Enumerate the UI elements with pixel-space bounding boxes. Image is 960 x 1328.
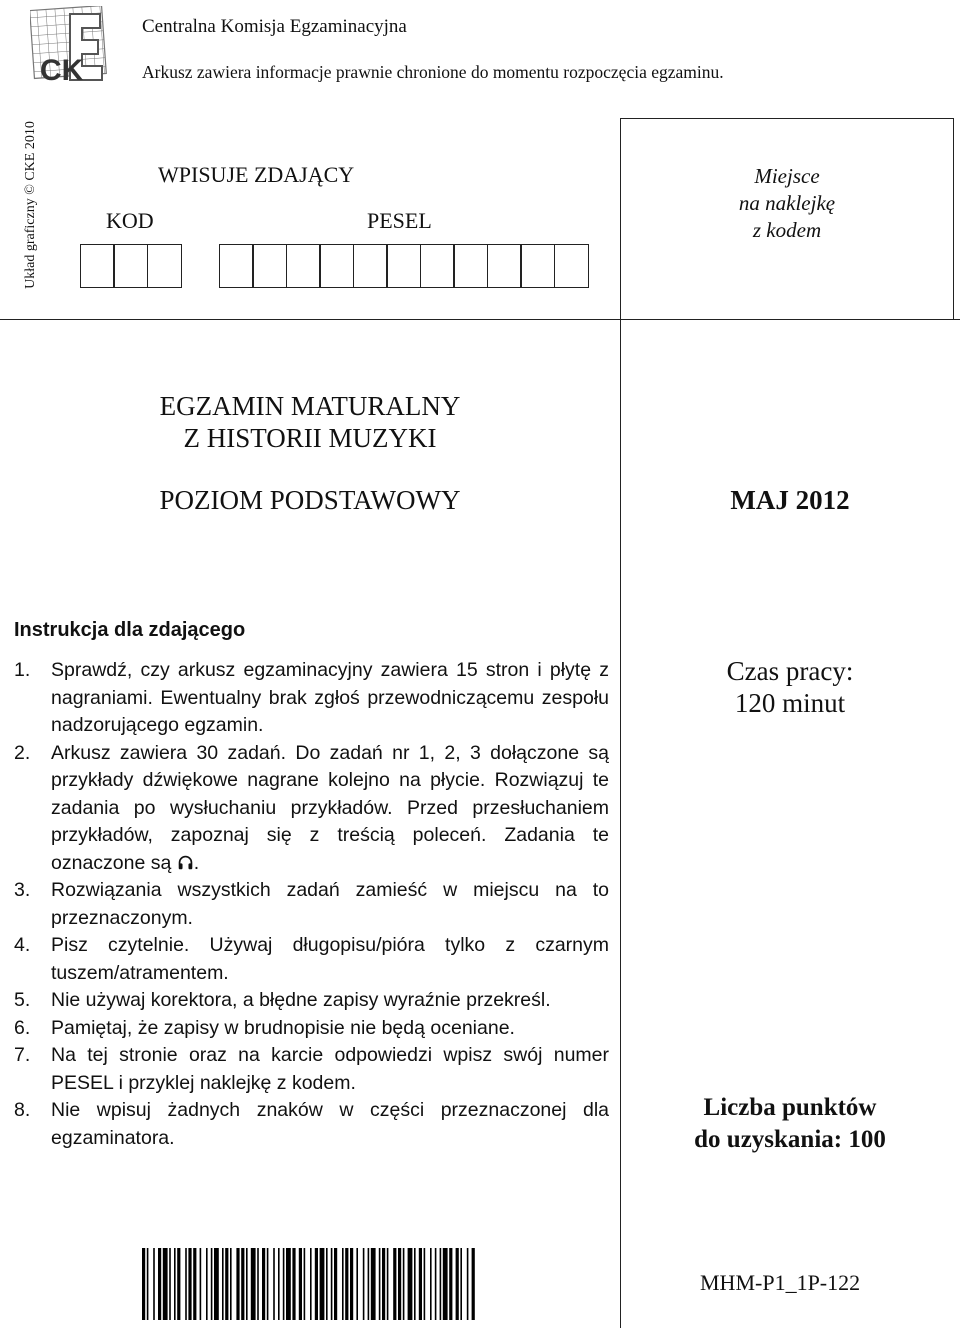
instructions-list — [14, 657, 609, 1152]
barcode-bar — [185, 1248, 187, 1320]
barcode-bar — [414, 1248, 416, 1320]
instruction-item: 7. Na tej stronie oraz na karcie odpowiedzi wpisz swój numer PESEL i przyklej naklejkę z kodem. — [14, 1044, 609, 1094]
instruction-item: 8. Nie wpisuj żadnych znaków w części przeznaczonej dla egzaminatora. — [14, 1099, 609, 1149]
barcode-bar — [273, 1248, 275, 1320]
barcode-bar — [443, 1248, 448, 1320]
barcode-bar — [153, 1248, 155, 1320]
vertical-divider — [620, 319, 621, 1328]
instruction-item: 4. Pisz czytelnie. Używaj długopisu/pióra tylko z czarnym tuszem/atramentem. — [14, 934, 609, 984]
barcode-bar — [206, 1248, 208, 1320]
instructions-title: Instrukcja dla zdającego — [14, 619, 246, 641]
sticker-line-2: na naklejkę — [738, 191, 836, 215]
pesel-digit-box[interactable] — [319, 244, 354, 288]
barcode-bar — [315, 1248, 318, 1320]
barcode-bar — [334, 1248, 337, 1320]
barcode-bar — [456, 1248, 459, 1320]
barcode-bar — [419, 1248, 422, 1320]
headphones-icon — [177, 854, 194, 871]
barcode-bar — [382, 1248, 385, 1320]
barcode-bar — [262, 1248, 265, 1320]
barcode-bar — [320, 1248, 325, 1320]
barcode-bar — [225, 1248, 228, 1320]
exam-title-line1: EGZAMIN MATURALNY — [159, 391, 461, 421]
pesel-digit-box[interactable] — [420, 244, 455, 288]
barcode-bar — [435, 1248, 437, 1320]
kod-digit-box[interactable] — [113, 244, 148, 288]
pesel-digit-box[interactable] — [252, 244, 287, 288]
pesel-digit-box[interactable] — [286, 244, 321, 288]
pesel-digit-box[interactable] — [353, 244, 388, 288]
instruction-item: 3. Rozwiązania wszystkich zadań zamieść w miejscu na to przeznaczonym. — [14, 879, 609, 929]
pesel-digit-box[interactable] — [453, 244, 488, 288]
barcode-bar — [326, 1248, 328, 1320]
barcode-bar — [368, 1248, 370, 1320]
barcode-bar — [278, 1248, 280, 1320]
barcode-bar — [230, 1248, 232, 1320]
barcode-bar — [363, 1248, 365, 1320]
barcode-bar — [393, 1248, 396, 1320]
exam-date: MAJ 2012 — [730, 485, 850, 515]
barcode-bar — [449, 1248, 452, 1320]
barcode-bar — [283, 1248, 285, 1320]
barcode-bar — [440, 1248, 442, 1320]
pesel-boxes — [220, 244, 589, 288]
pesel-digit-box[interactable] — [386, 244, 421, 288]
instruction-item: 1. Sprawdź, czy arkusz egzaminacyjny zawiera 15 stron i płytę z nagraniami. Ewentualny brak zgłoś przewodniczącemu zespołu nadzorującego egzamin. — [14, 659, 609, 736]
pesel-digit-box[interactable] — [487, 244, 522, 288]
barcode-bar — [200, 1248, 202, 1320]
candidate-section-title: WPISUJE ZDAJĄCY — [158, 162, 355, 187]
barcode-bar — [304, 1248, 306, 1320]
barcode-bar — [408, 1248, 413, 1320]
sticker-line-3: z kodem — [752, 218, 822, 242]
instruction-item: 5. Nie używaj korektora, a błędne zapisy wyraźnie przekreśl. — [14, 989, 551, 1011]
barcode-bar — [387, 1248, 389, 1320]
kod-boxes — [81, 244, 182, 288]
barcode-bar — [430, 1248, 432, 1320]
barcode-bar — [286, 1248, 291, 1320]
vertical-copyright — [16, 110, 46, 300]
barcode-bar — [424, 1248, 426, 1320]
barcode-bar — [292, 1248, 295, 1320]
barcode-bar — [267, 1248, 269, 1320]
barcode-bar — [188, 1248, 191, 1320]
barcode-bar — [331, 1248, 333, 1320]
barcode-bar — [310, 1248, 312, 1320]
barcode-bar — [342, 1248, 344, 1320]
barcode-bar — [251, 1248, 256, 1320]
pesel-label: PESEL — [367, 208, 432, 233]
barcode-bar — [158, 1248, 161, 1320]
barcode-bar — [403, 1248, 405, 1320]
points-value: do uzyskania: 100 — [694, 1126, 886, 1153]
barcode-bar — [142, 1248, 145, 1320]
instruction-item: 2. Arkusz zawiera 30 zadań. Do zadań nr 1, 2, 3 dołączone są przykłady dźwiękowe nagrane kolejno na płycie. Rozwiązuj te zadania po wysłuchaniu przykładów. Przed przesłuchaniem przykładów, zapoznaj się z treścią poleceń. Zadania te oznaczone są . — [14, 741, 609, 874]
kod-digit-box[interactable] — [80, 244, 115, 288]
barcode-bar — [241, 1248, 244, 1320]
duration-label: Czas pracy: — [726, 656, 854, 686]
barcode-bar — [356, 1248, 358, 1320]
barcode-bar — [371, 1248, 376, 1320]
document-code: MHM-P1_1P-122 — [700, 1270, 861, 1295]
kod-digit-box[interactable] — [147, 244, 182, 288]
max-points — [620, 1092, 960, 1156]
points-label: Liczba punktów — [703, 1094, 877, 1121]
sticker-area — [620, 118, 954, 320]
barcode-bar — [193, 1248, 196, 1320]
duration-value: 120 minut — [734, 688, 846, 718]
cke-logo — [30, 6, 130, 88]
barcode-bar — [467, 1248, 469, 1320]
exam-duration — [620, 655, 960, 719]
barcode-bar — [236, 1248, 239, 1320]
barcode-bar — [345, 1248, 348, 1320]
barcode-bar — [257, 1248, 259, 1320]
exam-level: POZIOM PODSTAWOWY — [159, 485, 461, 515]
barcode-graphic — [140, 1248, 480, 1320]
barcode-bar — [177, 1248, 180, 1320]
barcode-bar — [299, 1248, 302, 1320]
barcode-bar — [379, 1248, 381, 1320]
pesel-digit-box[interactable] — [219, 244, 254, 288]
barcode-bar — [163, 1248, 168, 1320]
instruction-item: 6. Pamiętaj, że zapisy w brudnopisie nie będą oceniane. — [14, 1016, 515, 1039]
barcode-bar — [211, 1248, 213, 1320]
barcode-bar — [246, 1248, 248, 1320]
pesel-digit-box[interactable] — [520, 244, 555, 288]
barcode-bar — [214, 1248, 219, 1320]
barcode-bar — [174, 1248, 176, 1320]
barcode-bar — [472, 1248, 475, 1320]
barcode-bar — [460, 1248, 462, 1320]
exam-title-line2: Z HISTORII MUZYKI — [183, 423, 437, 453]
organization-name: Centralna Komisja Egzaminacyjna — [142, 16, 407, 37]
pesel-digit-box[interactable] — [554, 244, 589, 288]
svg-text:CK: CK — [40, 54, 84, 87]
barcode-bar — [147, 1248, 149, 1320]
protection-notice: Arkusz zawiera informacje prawnie chronione do momentu rozpoczęcia egzaminu. — [142, 62, 724, 82]
sticker-line-1: Miejsce — [754, 164, 820, 188]
barcode-bar — [398, 1248, 401, 1320]
kod-label: KOD — [106, 208, 154, 233]
barcode-bar — [222, 1248, 224, 1320]
barcode-bar — [350, 1248, 353, 1320]
barcode-bar — [169, 1248, 171, 1320]
vertical-copyright-text: Układ graficzny © CKE 2010 — [23, 121, 38, 289]
